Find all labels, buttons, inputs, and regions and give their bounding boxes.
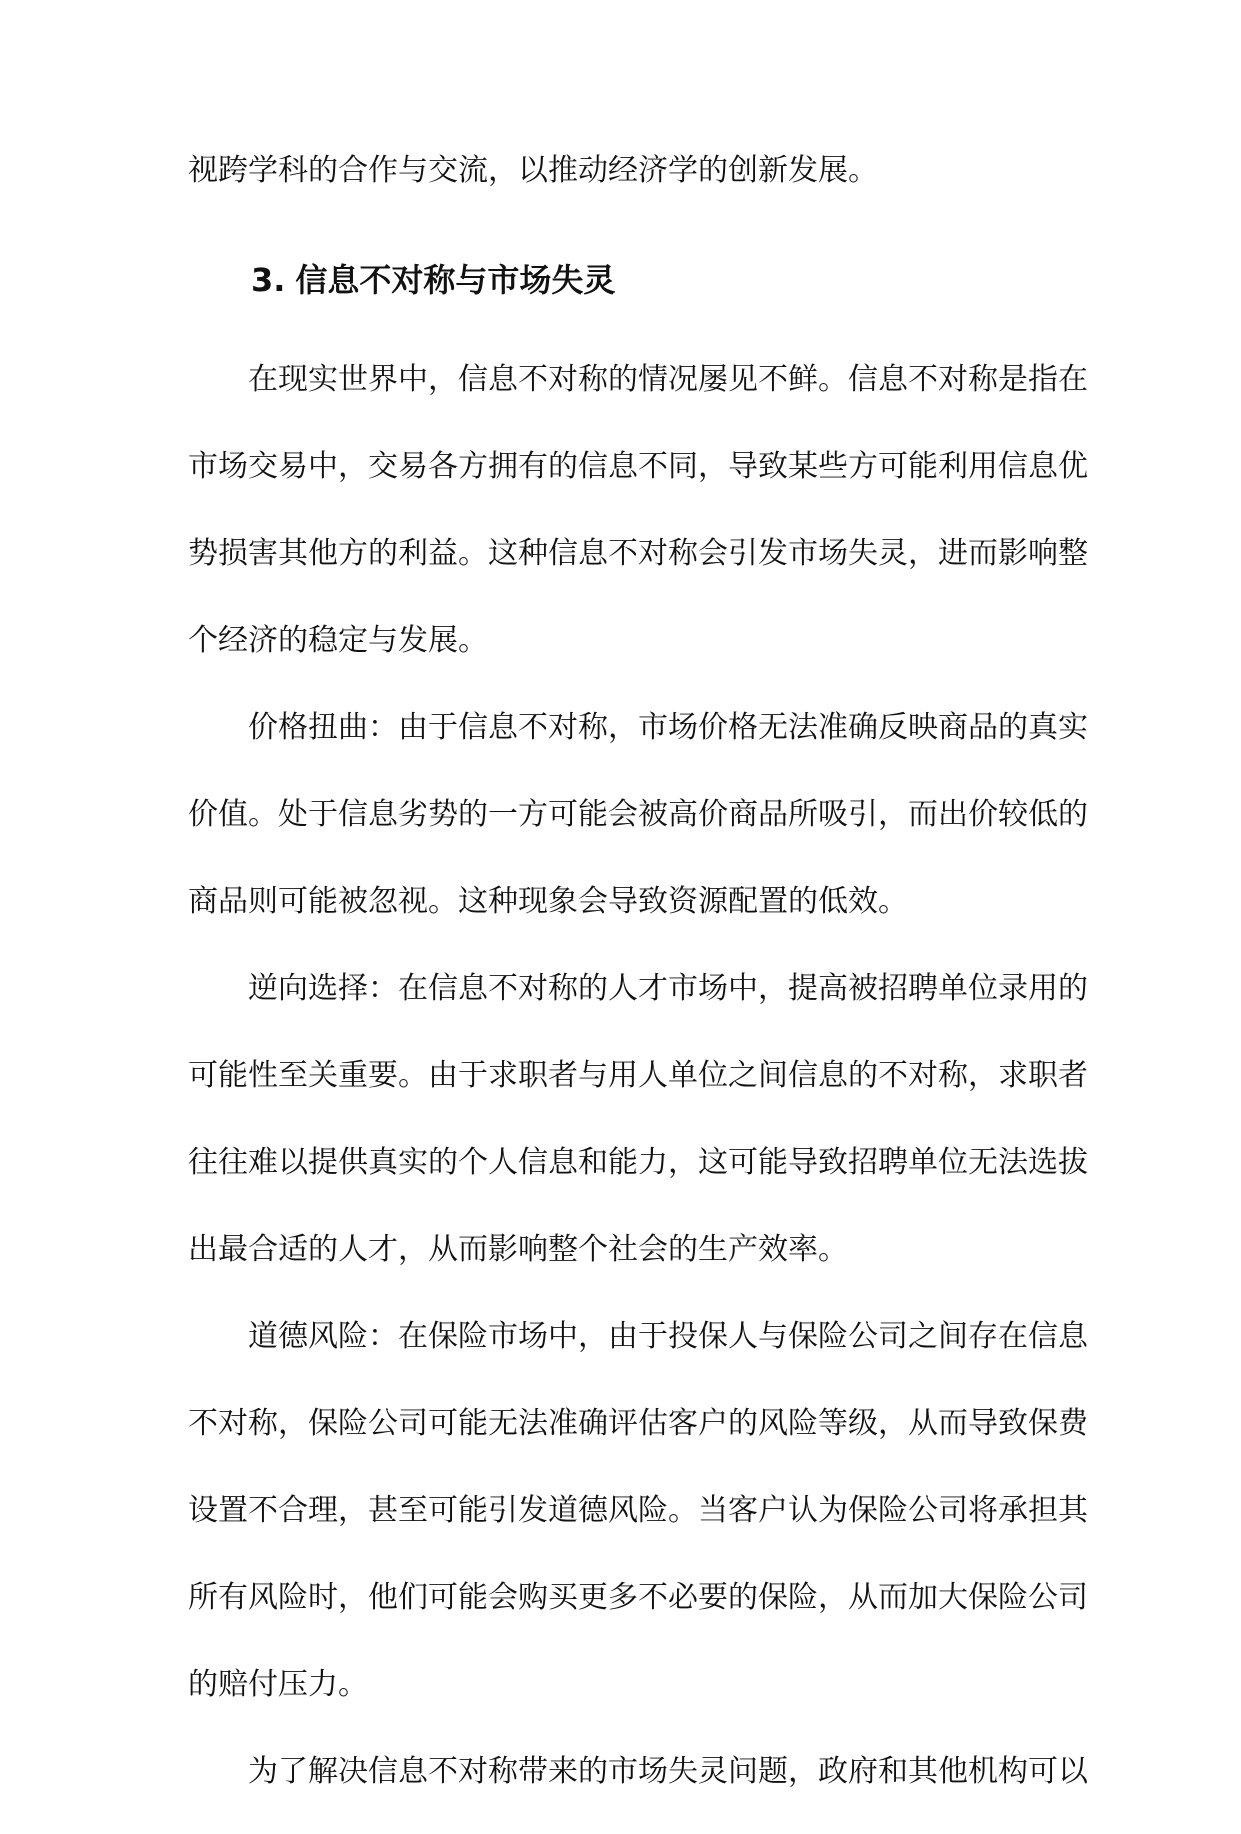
paragraph (188, 703, 1088, 964)
carryover-line: 视跨学科的合作与交流，以推动经济学的创新发展。 (188, 153, 878, 188)
paragraph (188, 964, 1088, 1312)
section-number: 3. (251, 261, 286, 299)
paragraph-line: 设置不合理，甚至可能引发道德风险。当客户认为保险公司将承担其 (188, 1493, 1088, 1528)
paragraph (188, 1312, 1088, 1747)
paragraph-line: 为了解决信息不对称带来的市场失灵问题，政府和其他机构可以 (248, 1754, 1088, 1789)
section-heading (188, 233, 1054, 355)
paragraph-line: 商品则可能被忽视。这种现象会导致资源配置的低效。 (188, 884, 908, 919)
paragraph (188, 1747, 1088, 1834)
page-content (188, 146, 1088, 1834)
paragraph (188, 355, 1088, 703)
paragraph-line: 价格扭曲：由于信息不对称，市场价格无法准确反映商品的真实 (248, 710, 1088, 745)
paragraph-line: 在现实世界中，信息不对称的情况屡见不鲜。信息不对称是指在 (248, 362, 1088, 397)
paragraph-line: 市场交易中，交易各方拥有的信息不同，导致某些方可能利用信息优 (188, 449, 1088, 484)
paragraph-line: 逆向选择：在信息不对称的人才市场中，提高被招聘单位录用的 (248, 971, 1088, 1006)
paragraph-line: 道德风险：在保险市场中，由于投保人与保险公司之间存在信息 (248, 1319, 1088, 1354)
paragraph-line: 势损害其他方的利益。这种信息不对称会引发市场失灵，进而影响整 (188, 536, 1088, 571)
paragraph-line: 可能性至关重要。由于求职者与用人单位之间信息的不对称，求职者 (188, 1058, 1088, 1093)
paragraph-line: 的赔付压力。 (188, 1667, 368, 1702)
paragraph-line: 往往难以提供真实的个人信息和能力，这可能导致招聘单位无法选拔 (188, 1145, 1088, 1180)
paragraph-line: 所有风险时，他们可能会购买更多不必要的保险，从而加大保险公司 (188, 1580, 1088, 1615)
section-title: 信息不对称与市场失灵 (295, 261, 616, 299)
paragraph-line: 价值。处于信息劣势的一方可能会被高价商品所吸引，而出价较低的 (188, 797, 1088, 832)
paragraph-line: 个经济的稳定与发展。 (188, 623, 488, 658)
paragraph-line: 出最合适的人才，从而影响整个社会的生产效率。 (188, 1232, 848, 1267)
paragraph-line: 不对称，保险公司可能无法准确评估客户的风险等级，从而导致保费 (188, 1406, 1088, 1441)
